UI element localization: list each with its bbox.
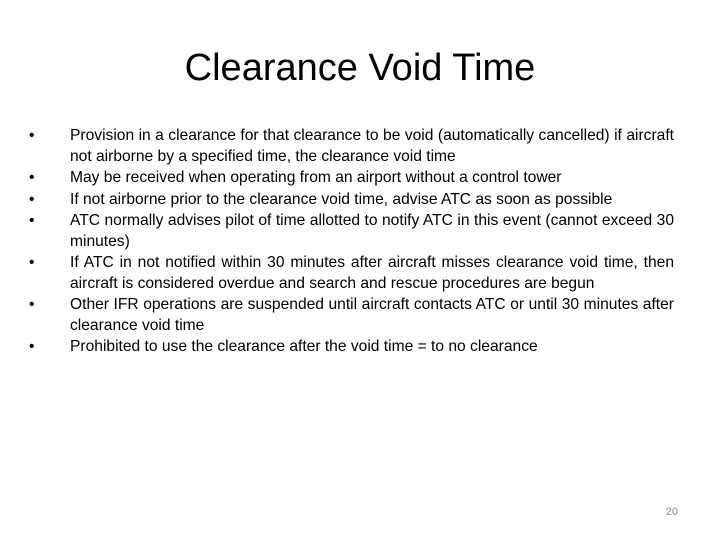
- bullet-item: [29, 337, 674, 358]
- bullet-icon: •: [29, 338, 35, 355]
- bullet-text: If not airborne prior to the clearance void time, advise ATC as soon as possible: [70, 190, 613, 208]
- bullet-item: [29, 168, 674, 189]
- bullet-item: [29, 126, 674, 167]
- bullet-icon: •: [29, 190, 35, 208]
- bullet-text: Prohibited to use the clearance after the void time = to no clearance: [70, 338, 538, 355]
- bullet-icon: •: [29, 254, 35, 271]
- bullet-text: Other IFR operations are suspended until aircraft contacts ATC or until 30 minutes after clearance void time: [70, 296, 674, 334]
- bullet-item: [29, 295, 674, 336]
- bullet-text: May be received when operating from an airport without a control tower: [70, 169, 562, 186]
- bullet-text: If ATC in not notified within 30 minutes after aircraft misses clearance void time, then aircraft is considered overdue and search and rescue procedures are begun: [70, 254, 674, 292]
- bullet-icon: •: [29, 212, 35, 229]
- bullet-icon: •: [29, 127, 35, 144]
- bullet-text: Provision in a clearance for that clearance to be void (automatically cancelled) if aircraft not airborne by a specified time, the clearance void time: [70, 127, 674, 165]
- bullet-icon: •: [29, 296, 35, 313]
- bullet-item: [29, 253, 674, 294]
- page-number: 20: [665, 506, 678, 518]
- slide-title: Clearance Void Time: [184, 47, 536, 89]
- bullet-item: [29, 190, 674, 211]
- bullet-list: [29, 126, 674, 359]
- bullet-icon: •: [29, 169, 35, 186]
- bullet-text: ATC normally advises pilot of time allotted to notify ATC in this event (cannot exceed 30 minutes): [70, 212, 674, 250]
- bullet-item: [29, 211, 674, 252]
